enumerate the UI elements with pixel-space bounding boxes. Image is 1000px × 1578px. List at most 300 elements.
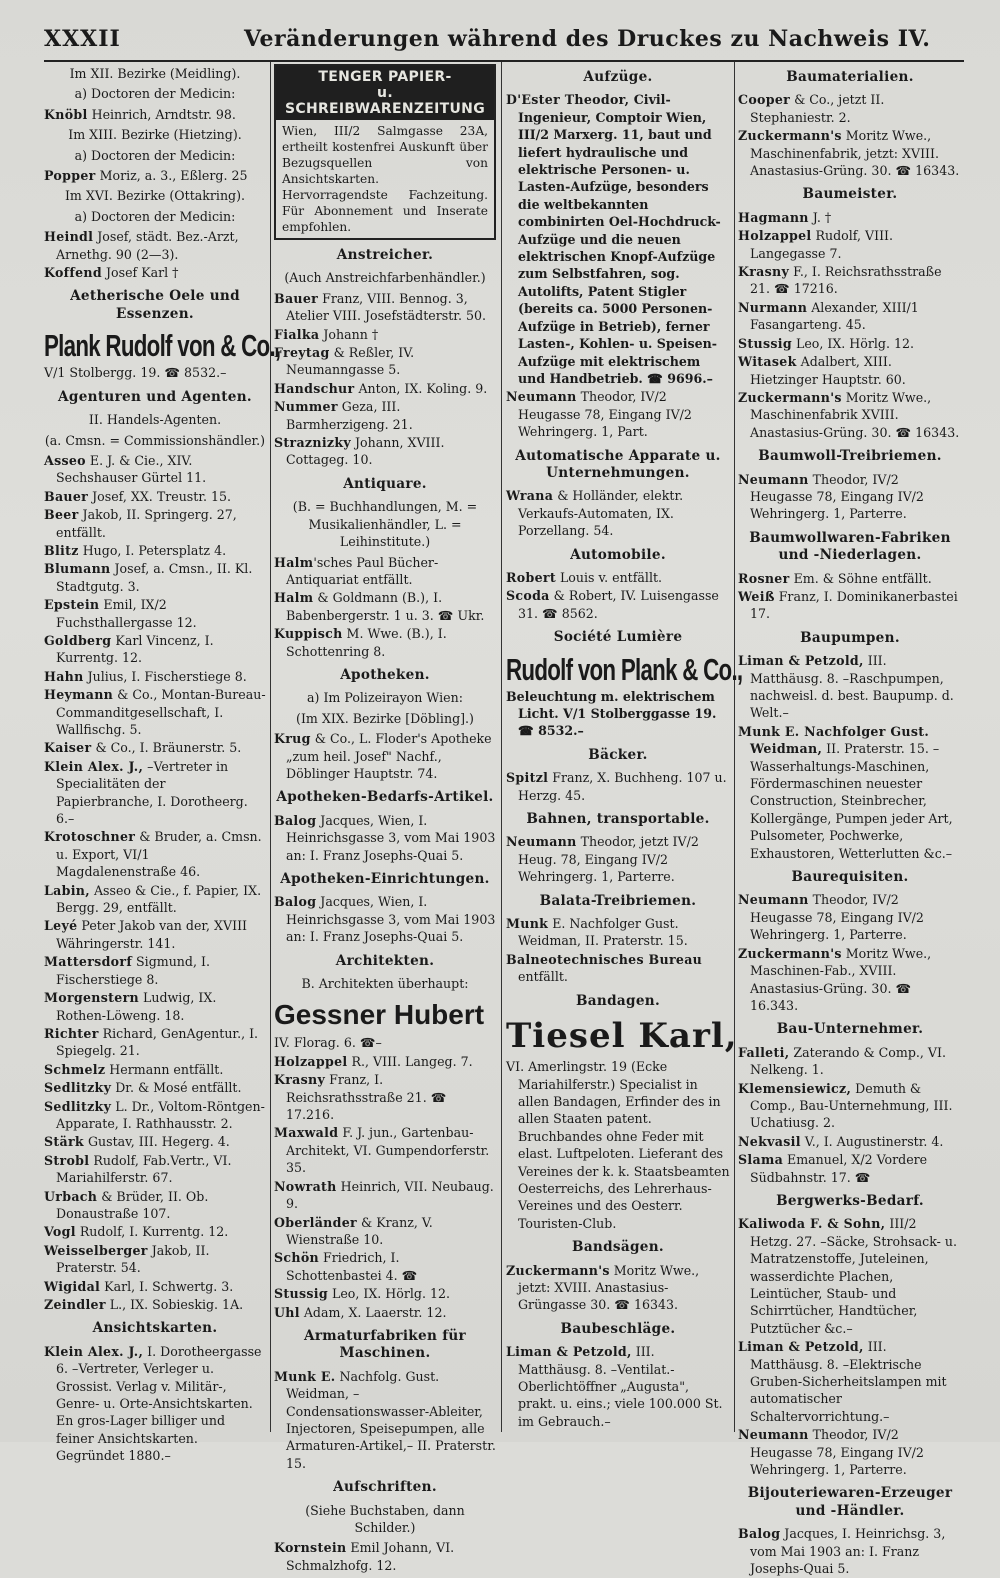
entry-details: entfällt. — [518, 969, 568, 985]
entry-details: & Robert, IV. Luisengasse 31. ☎ 8562. — [518, 588, 719, 621]
entry-details: Jacques, Wien, I. Heinrichsgasse 3, vom Mai 1903 an: I. Franz Josephs-Quai 5. — [286, 812, 496, 863]
entry-details: & Brüder, II. Ob. Donaustraße 107. — [56, 1188, 209, 1221]
entry-details: & Co., I. Bräunerstr. 5. — [91, 740, 242, 756]
section-heading: Baubeschläge. — [560, 1320, 676, 1337]
entry-name: Freytag — [274, 345, 330, 361]
directory-entry — [44, 1296, 266, 1313]
directory-entry — [44, 596, 266, 631]
section-heading: Apotheken-Einrichtungen. — [280, 871, 490, 887]
entry-details: & Reßler, IV. Neumanngasse 5. — [286, 345, 415, 378]
section-heading: Bau-Unternehmer. — [776, 1021, 924, 1038]
directory-entry — [274, 1249, 496, 1284]
entry-name: Vogl — [44, 1224, 76, 1240]
directory-entry — [274, 893, 496, 945]
entry-name: Sedlitzky — [44, 1080, 112, 1096]
entry-name: Goldberg — [44, 632, 112, 648]
directory-entry — [44, 1079, 266, 1096]
directory-entry — [738, 209, 962, 226]
directory-entry — [738, 263, 962, 298]
directory-entry — [738, 1133, 962, 1150]
section-heading: Architekten. — [335, 952, 435, 969]
entry-details: & Bruder, a. Cmsn. u. Export, VI/1 Magdalenenstraße 46. — [56, 829, 262, 880]
column-divider — [270, 62, 271, 1432]
directory-entry — [738, 299, 962, 334]
directory-entry — [738, 1215, 962, 1337]
directory-entry — [44, 1188, 266, 1223]
subheading: (Im XIX. Bezirke [Döbling].) — [296, 710, 474, 726]
directory-entry — [44, 106, 266, 123]
entry-name: Zuckermann's — [738, 128, 842, 144]
entry-name: Schmelz — [44, 1061, 106, 1077]
entry-details: Hermann entfällt. — [105, 1061, 224, 1077]
entry-name: Liman & Petzold, — [738, 653, 864, 669]
entry-name: Wrana — [506, 488, 554, 504]
section-heading: Société Lumière — [553, 629, 683, 646]
column-divider — [734, 62, 735, 1432]
entry-name: Asseo — [44, 452, 86, 468]
entry-name: Balneotechnisches Bureau — [506, 951, 703, 967]
entry-details: & Kranz, V. Wienstraße 10. — [286, 1214, 433, 1247]
entry-details: VI. Amerlingstr. 19 (Ecke Mariahilferstr.) Specialist in allen Bandagen, Erfinder des in allen Staaten patent. Bruchbandes ohne Feder mit elast. Luftpeloten. Lieferant des Vereines der k. k. Staatsbeamten Oesterreichs, des Lehrerhaus-Vereines und des Oesterr. Touristen-Club. — [506, 1059, 730, 1231]
entry-details: Franz, X. Buchheng. 107 u. Herzg. 45. — [518, 770, 727, 803]
subheading: a) Doctoren der Medicin: — [74, 86, 236, 102]
directory-entry — [44, 364, 266, 381]
section-heading: Bandsägen. — [572, 1239, 664, 1256]
entry-name: Blumann — [44, 561, 111, 577]
directory-entry — [506, 951, 730, 986]
section-heading: Bergwerks-Bedarf. — [776, 1192, 924, 1209]
directory-entry — [44, 488, 266, 505]
entry-details: Leo, IX. Hörlg. 12. — [791, 335, 915, 351]
directory-entry — [44, 758, 266, 828]
entry-name: Nekvasil — [738, 1133, 801, 1149]
directory-entry — [44, 1098, 266, 1133]
directory-entry — [44, 632, 266, 667]
entry-name: Heymann — [44, 687, 114, 703]
directory-entry — [506, 1058, 730, 1232]
directory-entry — [44, 506, 266, 541]
entry-details: Leo, IX. Hörlg. 12. — [327, 1286, 451, 1302]
subheading: (Siehe Buchstaben, dann Schilder.) — [305, 1502, 465, 1535]
entry-name: Liman & Petzold, — [506, 1344, 632, 1360]
directory-entry — [274, 1178, 496, 1213]
entry-details: Franz, I. Reichsrathsstraße 21. ☎ 17.216. — [286, 1072, 447, 1123]
subheading: a) Doctoren der Medicin: — [74, 208, 236, 224]
entry-name: Neumann — [506, 834, 577, 850]
column-4 — [738, 62, 962, 1577]
entry-details: Jakob, II. Springerg. 27, entfällt. — [56, 507, 237, 540]
entry-name: Maxwald — [274, 1125, 339, 1141]
entry-details: II. Praterstr. 15. –Wasserhaltungs-Maschinen, Fördermaschinen neuester Construction, Steinbrecher, Kollergänge, Pumpen jeder Art, Pulsometer, Pochwerke, Exhaustoren, Wetterlutten &c.– — [750, 741, 953, 861]
entry-name: Kuppisch — [274, 626, 343, 642]
directory-entry — [738, 652, 962, 722]
subheading: (B. = Buchhandlungen, M. = Musikalienhändler, L. = Leihinstitute.) — [292, 499, 478, 550]
entry-details: E. J. & Cie., XIV. Sechshauser Gürtel 11. — [56, 452, 207, 486]
subheading: (Auch Anstreichfarbenhändler.) — [284, 270, 486, 286]
entry-name: Morgenstern — [44, 990, 139, 1006]
directory-entry — [274, 625, 496, 660]
section-heading: Apotheken-Bedarfs-Artikel. — [276, 789, 494, 806]
entry-name: Witasek — [738, 354, 797, 370]
directory-entry — [44, 1223, 266, 1240]
directory-entry — [506, 1262, 730, 1314]
directory-entry — [274, 344, 496, 379]
entry-details: Jacques, I. Heinrichsg. 3, vom Mai 1903 an: I. Franz Josephs-Quai 5. — [750, 1526, 946, 1577]
directory-entry — [44, 452, 266, 487]
entry-details: Heinrich, VII. Neubaug. 9. — [286, 1178, 494, 1212]
entry-name: Balog — [738, 1526, 781, 1542]
entry-details: Emil, IX/2 Fuchsthallergasse 12. — [56, 597, 197, 630]
section-heading: Baurequisiten. — [791, 869, 909, 886]
directory-entry — [506, 833, 730, 885]
directory-entry — [738, 353, 962, 388]
directory-entry — [506, 91, 730, 387]
entry-details: Louis v. entfällt. — [555, 569, 663, 585]
directory-entry — [44, 739, 266, 756]
advertisement-text: Wien, III/2 Salmgasse 23A, ertheilt kostenfrei Auskunft über Bezugsquellen von Ansichtskarten. Hervorragendste Fachzeitung. Für Abonnement und Inserate empfohlen. — [282, 124, 488, 234]
section-heading: Ansichtskarten. — [92, 1320, 218, 1337]
directory-entry — [274, 1368, 496, 1472]
subheading: Im XII. Bezirke (Meidling). — [69, 66, 241, 81]
entry-name: Holzappel — [738, 228, 812, 244]
advertisement-box — [274, 64, 496, 240]
subheading: Im XIII. Bezirke (Hietzing). — [68, 127, 242, 143]
subheading: B. Architekten überhaupt: — [301, 976, 469, 992]
directory-entry — [44, 1278, 266, 1295]
entry-name: Zuckermann's — [738, 945, 842, 961]
entry-details: V., I. Augustinerstr. 4. — [800, 1133, 944, 1149]
directory-entry — [274, 1071, 496, 1123]
entry-details: Peter Jakob van der, XVIII Währingerstr. 141. — [56, 918, 248, 951]
entry-details: Nachfolg. Gust. Weidman, –Condensationswasser-Ableiter, Injectoren, Speisepumpen, alle Armaturen-Artikel,– II. Praterstr. 15. — [286, 1368, 496, 1471]
entry-name: Stussig — [274, 1286, 328, 1302]
entry-details: Franz, VIII. Bennog. 3, Atelier VIII. Josefstädterstr. 50. — [286, 290, 486, 324]
entry-name: Krotoschner — [44, 829, 136, 845]
directory-entry — [44, 917, 266, 952]
directory-entry — [738, 1044, 962, 1079]
entry-name: Mattersdorf — [44, 954, 133, 970]
entry-details: III. Matthäusg. 8. –Raschpumpen, nachweisl. d. best. Baupump. d. Welt.– — [750, 653, 954, 721]
entry-details: I. Dorotheergasse 6. –Vertreter, Verleger u. Grossist. Verlag v. Militär-, Genre- u. Orte-Ansichtskarten. En gros-Lager billiger und feiner Ansichtskarten. Gegründet 1880.– — [56, 1343, 262, 1464]
directory-entry — [506, 487, 730, 539]
entry-details: F. J. jun., Gartenbau-Architekt, VI. Gumpendorferstr. 35. — [286, 1125, 490, 1176]
entry-name: Halm — [274, 590, 314, 606]
entry-details: Josef, städt. Bez.-Arzt, Arnethg. 90 (2—3). — [56, 229, 239, 262]
directory-entry — [44, 560, 266, 595]
directory-entry — [506, 587, 730, 622]
directory-entry — [738, 570, 962, 587]
entry-name: Zuckermann's — [738, 389, 842, 405]
entry-details: Heinrich, Arndtstr. 98. — [87, 106, 236, 122]
advertisement-header — [276, 66, 494, 120]
entry-details: & Goldmann (B.), I. Babenbergerstr. 1 u. 3. ☎ Ukr. — [286, 590, 485, 623]
advertisement-header-line-1: TENGER PAPIER- — [318, 69, 452, 85]
subheading: II. Handels-Agenten. — [88, 412, 222, 428]
entry-name: Popper — [44, 168, 96, 184]
entry-details: Johann † — [319, 326, 379, 342]
section-heading: Agenturen und Agenten. — [58, 388, 252, 405]
entry-name: Munk E. — [274, 1368, 336, 1384]
entry-details: & Co., Montan-Bureau-Commanditgesellschaft, I. Wallfischg. 5. — [56, 687, 266, 737]
entry-name: Bauer — [274, 290, 319, 306]
entry-details: L. Dr., Voltom-Röntgen-Apparate, I. Rathhausstr. 2. — [56, 1098, 265, 1131]
entry-name: Balog — [274, 812, 317, 828]
directory-entry — [274, 290, 496, 325]
display-advert-name: Plank Rudolf von & Co., — [44, 328, 281, 364]
directory-entry — [506, 569, 730, 586]
directory-entry — [44, 882, 266, 917]
entry-name: Neumann — [738, 471, 809, 487]
directory-entry — [738, 335, 962, 352]
directory-entry — [44, 953, 266, 988]
subheading: (a. Cmsn. = Commissionshändler.) — [44, 432, 266, 448]
section-heading: Automobile. — [570, 546, 666, 563]
entry-name: Straznizky — [274, 435, 351, 451]
entry-details: Rudolf, I. Kurrentg. 12. — [75, 1224, 229, 1240]
directory-entry — [274, 380, 496, 397]
entry-name: Krasny — [738, 264, 790, 280]
display-advert-name: Rudolf von Plank & Co., — [506, 651, 743, 687]
directory-entry — [274, 1539, 496, 1574]
entry-name: Fialka — [274, 326, 320, 342]
entry-details: Johann, XVIII. Cottageg. 10. — [286, 435, 445, 468]
entry-details: Theodor, IV/2 Heugasse 78, Eingang IV/2 Wehringerg. 1, Parterre. — [750, 892, 924, 943]
directory-entry — [738, 1525, 962, 1577]
entry-name: D'Ester Theodor, — [506, 92, 630, 108]
section-heading: Automatische Apparate u. Unternehmungen. — [515, 447, 721, 481]
column-3 — [506, 62, 743, 1432]
entry-name: Zuckermann's — [506, 1262, 610, 1278]
entry-name: Oberländer — [274, 1214, 357, 1230]
directory-entry — [738, 588, 962, 623]
directory-entry — [506, 1343, 730, 1430]
entry-details: Zaterando & Comp., VI. Nelkeng. 1. — [750, 1044, 946, 1078]
entry-details: V/1 Stolbergg. 19. ☎ 8532.– — [44, 365, 227, 381]
column-1 — [44, 62, 281, 1464]
entry-name: Falleti, — [738, 1044, 790, 1060]
display-advert-name: Gessner Hubert — [274, 999, 485, 1031]
entry-name: Nummer — [274, 399, 338, 415]
entry-details: Civil-Ingenieur, Comptoir Wien, III/2 Marxerg. 11, baut und liefert hydraulische und elektrische Personen- u. Lasten-Aufzüge, besonders die weltbekannten combinirten Oel-Hochdruck-Aufzüge und die neuen elektrischen Knopf-Aufzüge zum Selbstfahren, sog. Autolifts, Patent Stigler (bereits ca. 5000 Personen-Aufzüge in Betrieb), ferner Lasten-, Kohlen- u. Speisen-Aufzüge mit elektrischem und Handbetrieb. ☎ 9696.– — [518, 92, 721, 386]
entry-details: Sigmund, I. Fischerstiege 8. — [56, 954, 210, 987]
entry-name: Stärk — [44, 1134, 84, 1150]
entry-details: 'sches Paul Bücher-Antiquariat entfällt. — [286, 554, 439, 587]
entry-name: Klemensiewicz, — [738, 1080, 852, 1096]
entry-name: Urbach — [44, 1188, 98, 1204]
entry-details: Theodor, IV/2 Heugasse 78, Eingang IV/2 Wehringerg. 1, Parterre. — [750, 1427, 924, 1478]
column-2-entries — [274, 247, 496, 1574]
entry-details: Josef, a. Cmsn., II. Kl. Stadtgutg. 3. — [56, 561, 253, 594]
entry-details: Theodor, IV/2 Heugasse 78, Eingang IV/2 Wehringerg. 1, Parterre. — [750, 471, 924, 522]
directory-entry — [738, 389, 962, 441]
entry-name: Liman & Petzold, — [738, 1339, 864, 1355]
directory-entry — [738, 227, 962, 262]
column-divider — [501, 62, 502, 1432]
entry-details: Moriz, a. 3., Eßlerg. 25 — [95, 168, 248, 184]
directory-entry — [44, 828, 266, 880]
entry-details: Theodor, jetzt IV/2 Heug. 78, Eingang IV/2 Wehringerg. 1, Parterre. — [518, 834, 699, 885]
directory-entry — [738, 1080, 962, 1132]
directory-entry — [738, 945, 962, 1015]
entry-details: J. † — [808, 209, 832, 225]
entry-name: Hahn — [44, 668, 84, 684]
section-heading: Baumwollwaren-Fabriken und -Niederlagen. — [749, 529, 951, 564]
entry-name: Zeindler — [44, 1297, 106, 1312]
directory-entry — [44, 167, 266, 184]
entry-details: Hugo, I. Petersplatz 4. — [78, 542, 227, 558]
entry-name: Bauer — [44, 488, 89, 504]
entry-details: Emanuel, X/2 Vordere Südbahnstr. 17. ☎ — [750, 1152, 928, 1185]
entry-name: Klein Alex. J., — [44, 758, 144, 774]
entry-name: Cooper — [738, 92, 791, 108]
entry-name: Labin, — [44, 882, 90, 898]
directory-entry — [274, 1214, 496, 1249]
entry-details: Jakob, II. Praterstr. 54. — [56, 1242, 210, 1276]
section-heading: Baumwoll-Treibriemen. — [758, 448, 942, 465]
entry-details: Franz, I. Dominikanerbastei 17. — [750, 588, 958, 622]
entry-name: Hagmann — [738, 209, 809, 225]
entry-details: Richard, GenAgentur., I. Spiegelg. 21. — [56, 1025, 259, 1059]
entry-name: Weiß — [738, 588, 775, 604]
section-heading: Bahnen, transportable. — [526, 811, 710, 828]
entry-details: Demuth & Comp., Bau-Unternehmung, III. Uchatiusg. 2. — [750, 1080, 953, 1131]
entry-name: Kaliwoda F. & Sohn, — [738, 1216, 886, 1232]
page-number: XXXII — [44, 26, 121, 52]
entry-details: Moritz Wwe., Maschinen-Fab., XVIII. Anastasius-Grüng. 30. ☎ 16.343. — [750, 945, 932, 1013]
entry-details: L., IX. Sobieskig. 1A. — [105, 1297, 244, 1312]
entry-details: Theodor, IV/2 Heugasse 78, Eingang IV/2 Wehringerg. 1, Part. — [518, 389, 692, 440]
entry-name: Neumann — [738, 1427, 809, 1443]
section-heading: Aufzüge. — [583, 69, 653, 85]
directory-entry — [44, 1133, 266, 1150]
entry-details: Friedrich, I. Schottenbastei 4. ☎ — [286, 1250, 418, 1283]
entry-details: Adam, X. Laaerstr. 12. — [299, 1304, 447, 1320]
entry-details: E. Nachfolger Gust. Weidman, II. Praterstr. 15. — [518, 916, 688, 949]
entry-details: Dr. & Mosé entfällt. — [111, 1080, 242, 1096]
section-heading: Aetherische Oele und Essenzen. — [70, 288, 240, 322]
directory-entry — [44, 1152, 266, 1187]
directory-entry — [738, 1338, 962, 1425]
entry-details: Emil Johann, VI. Schmalzhofg. 12. — [286, 1540, 455, 1573]
entry-details: Rudolf, Fab.Vertr., VI. Mariahilferstr. 67. — [56, 1152, 232, 1186]
entry-details: & Holländer, elektr. Verkaufs-Automaten, IX. Porzellang. 54. — [518, 488, 684, 539]
entry-details: R., VIII. Langeg. 7. — [347, 1053, 473, 1069]
entry-name: Balog — [274, 894, 317, 910]
entry-details: Em. & Söhne entfällt. — [789, 570, 932, 586]
entry-details: & Co., jetzt II. Stephaniestr. 2. — [750, 92, 885, 125]
entry-name: Krug — [274, 731, 311, 747]
directory-entry — [738, 1151, 962, 1186]
directory-entry — [738, 723, 962, 862]
display-advert-name: Tiesel Karl, — [506, 1016, 738, 1057]
entry-details: IV. Florag. 6. ☎– — [274, 1035, 382, 1051]
column-2 — [274, 62, 496, 1573]
entry-name: Kornstein — [274, 1540, 347, 1556]
entry-details: Moritz Wwe., Maschinenfabrik XVIII. Anastasius-Grüng. 30. ☎ 16343. — [750, 389, 960, 440]
directory-entry — [738, 91, 962, 126]
entry-name: Uhl — [274, 1304, 300, 1320]
directory-entry — [274, 326, 496, 343]
directory-entry — [274, 1304, 496, 1321]
directory-entry — [506, 388, 730, 440]
entry-details: Alexander, XIII/1 Fasangarteng. 45. — [750, 299, 919, 333]
subheading: a) Doctoren der Medicin: — [74, 147, 236, 163]
directory-entry — [738, 1426, 962, 1478]
section-heading: Baumaterialien. — [786, 69, 914, 85]
subheading: Im XVI. Bezirke (Ottakring). — [64, 188, 246, 204]
section-heading: Anstreicher. — [336, 247, 434, 263]
entry-name: Sedlitzky — [44, 1098, 112, 1114]
directory-entry — [274, 812, 496, 864]
directory-entry — [44, 228, 266, 263]
entry-name: Knöbl — [44, 106, 88, 122]
section-heading: Bijouteriewaren-Erzeuger und -Händler. — [747, 1485, 953, 1519]
entry-name: Robert — [506, 569, 556, 585]
entry-details: F., I. Reichsrathsstraße 21. ☎ 17216. — [750, 264, 942, 297]
entry-details: Julius, I. Fischerstiege 8. — [83, 668, 247, 684]
entry-details: III. Matthäusg. 8. –Elektrische Gruben-Sicherheitslampen mit automatischer Schaltervorrichtung.– — [750, 1339, 947, 1424]
entry-details: M. Wwe. (B.), I. Schottenring 8. — [286, 626, 447, 659]
section-heading: Baupumpen. — [800, 629, 900, 646]
entry-name: Kaiser — [44, 740, 92, 756]
entry-details: Asseo & Cie., f. Papier, IX. Bergg. 29, entfällt. — [56, 882, 262, 916]
entry-name: Nowrath — [274, 1178, 337, 1194]
entry-details: Karl Vincenz, I. Kurrentg. 12. — [56, 632, 214, 666]
section-heading: Aufschriften. — [333, 1479, 437, 1496]
entry-details: Adalbert, XIII. Hietzinger Hauptstr. 60. — [750, 354, 906, 387]
entry-name: Neumann — [738, 892, 809, 908]
entry-name: Handschur — [274, 380, 355, 396]
advertisement-header-line-2: u. SCHREIBWARENZEITUNG — [285, 85, 485, 117]
entry-name: Koffend — [44, 265, 102, 281]
entry-details: Ludwig, IX. Rothen-Löweng. 18. — [56, 990, 217, 1023]
section-heading: Apotheken. — [340, 666, 430, 683]
entry-details: & Co., L. Floder's Apotheke „zum heil. Josef" Nachf., Döblinger Hauptstr. 74. — [286, 731, 492, 781]
page-title: Veränderungen während des Druckes zu Nachweis IV. — [244, 26, 931, 52]
directory-entry — [274, 1285, 496, 1302]
entry-name: Epstein — [44, 597, 100, 613]
entry-name: Blitz — [44, 542, 79, 558]
entry-name: Richter — [44, 1025, 99, 1041]
section-heading: Baumeister. — [802, 186, 898, 203]
directory-entry — [274, 730, 496, 782]
entry-details: III. Matthäusg. 8. –Ventilat.-Oberlichtöffner „Augusta", prakt. u. eins.; viele 100.000 St. im Gebrauch.– — [518, 1344, 723, 1429]
directory-entry — [506, 688, 730, 740]
entry-details: Beleuchtung m. elektrischem Licht. V/1 Stolberggasse 19. ☎ 8532.– — [506, 688, 717, 739]
directory-entry — [44, 542, 266, 559]
entry-details: Rudolf, VIII. Langegasse 7. — [750, 228, 894, 261]
entry-name: Strobl — [44, 1152, 90, 1168]
directory-entry — [274, 1034, 496, 1051]
directory-entry — [44, 686, 266, 738]
entry-name: Halm — [274, 554, 314, 570]
entry-name: Leyé — [44, 918, 78, 934]
entry-name: Heindl — [44, 229, 94, 245]
entry-details: Anton, IX. Koling. 9. — [354, 380, 488, 396]
entry-name: Neumann — [506, 389, 577, 405]
directory-entry — [274, 398, 496, 433]
entry-name: Nurmann — [738, 299, 808, 315]
directory-entry — [738, 471, 962, 523]
entry-details: Geza, III. Barmherzigeng. 21. — [286, 399, 413, 432]
entry-name: Slama — [738, 1152, 784, 1168]
entry-name: Schön — [274, 1250, 319, 1266]
entry-name: Munk E. Nachfolger Gust. Weidman, — [738, 723, 930, 757]
entry-details: Moritz Wwe., Maschinenfabrik, jetzt: XVIII. Anastasius-Grüng. 30. ☎ 16343. — [750, 128, 960, 179]
section-heading: Balata-Treibriemen. — [539, 892, 697, 909]
directory-entry — [274, 1053, 496, 1070]
entry-details: Jacques, Wien, I. Heinrichsgasse 3, vom Mai 1903 an: I. Franz Josephs-Quai 5. — [286, 894, 496, 945]
